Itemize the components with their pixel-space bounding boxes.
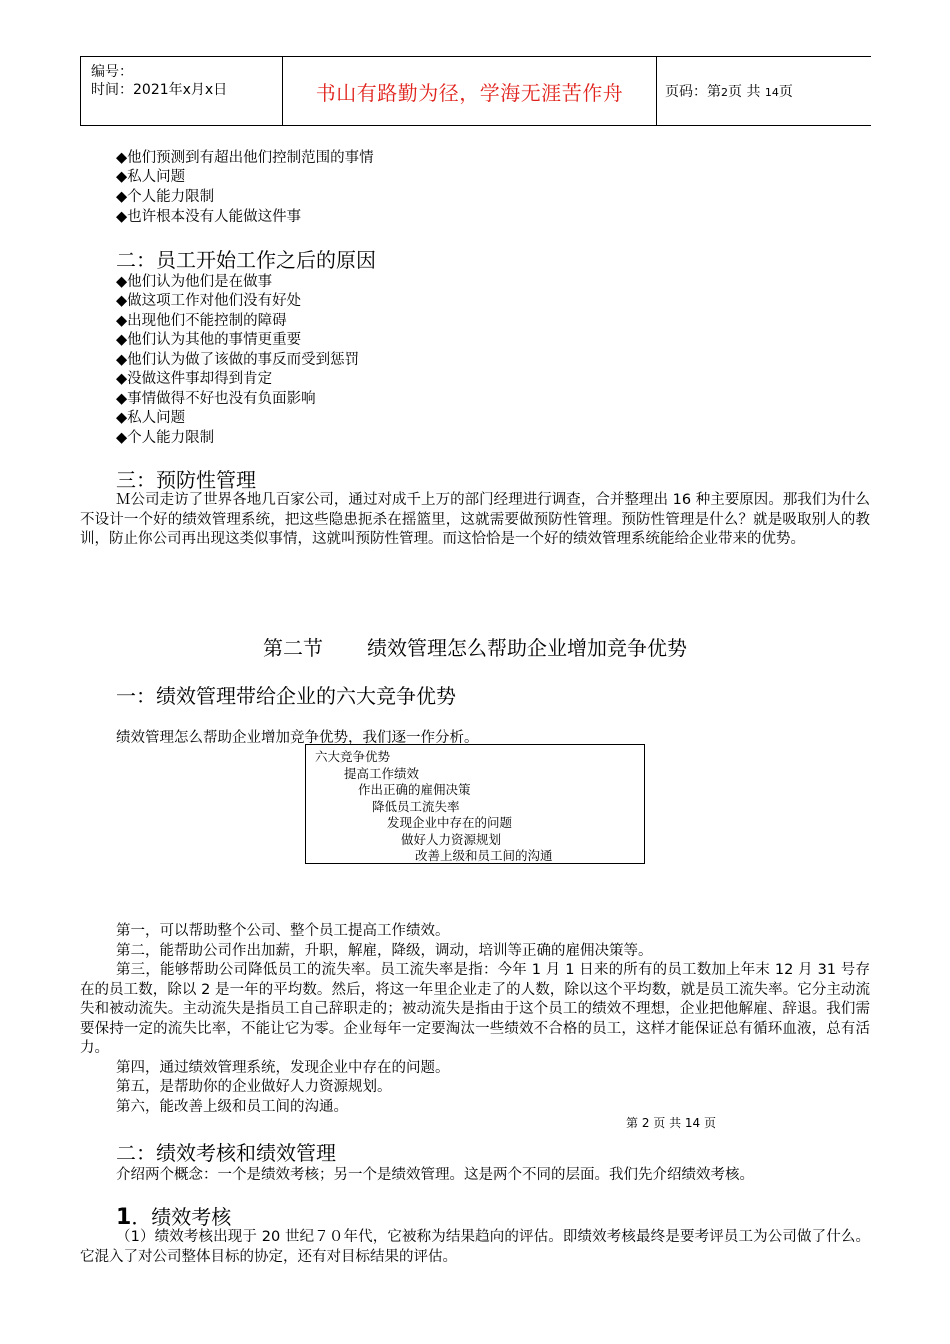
list-item: ◆也许根本没有人能做这件事 — [116, 209, 302, 225]
page-footer: 第 2 页 共 14 页 — [626, 1116, 716, 1130]
header-slogan-cell — [283, 57, 657, 125]
list-item: ◆他们认为其他的事情更重要 — [116, 332, 302, 348]
document-date: 时间：2021年x月x日 — [91, 82, 228, 98]
list-item: ◆私人问题 — [116, 169, 186, 185]
list-item: ◆个人能力限制 — [116, 430, 215, 446]
document-number: 编号： — [91, 64, 133, 80]
paragraph-preventive: Ｍ公司走访了世界各地几百家公司，通过对成千上万的部门经理进行调查，合并整理出 16 种主要原因。那我们为什么不设计一个好的绩效管理系统，把这些隐患扼杀在摇篮里，这就需要做预防性管理。预防性管理是什么？就是吸取别人的教训，防止你公司再出现这类似事情，这就叫预防性管理。而这恰恰是一个好的绩效管理系统能给企业带来的优势。 — [80, 492, 870, 547]
point-3: 第三，能够帮助公司降低员工的流失率。员工流失率是指：今年 1 月 1 日来的所有的员工数加上年末 12 月 31 号存在的员工数，除以 2 是一年的平均数。然后，将这一年里企业走了的人数，除以这个平均数，就是员工流失率。它分主动流失和被动流失。主动流失是指员工自己辞职走的；被动流失是指由于这个员工的绩效不理想，企业把他解雇、辞退。我们需要保持一定的流失比率，不能让它为零。企业每年一定要淘汰一些绩效不合格的员工，这样才能保证总有循环血液，总有活力。 — [80, 962, 870, 1056]
list-item: ◆做这项工作对他们没有好处 — [116, 293, 302, 309]
list-item: ◆个人能力限制 — [116, 189, 215, 205]
point-6: 第六，能改善上级和员工间的沟通。 — [116, 1098, 348, 1115]
list-item: ◆没做这件事却得到肯定 — [116, 371, 273, 387]
header-meta-cell — [81, 57, 283, 125]
section-title: 第二节 绩效管理怎么帮助企业增加竞争优势 — [263, 636, 687, 660]
heading-preventive: 三：预防性管理 — [116, 468, 256, 492]
point-1: 第一，可以帮助整个公司、整个员工提高工作绩效。 — [116, 923, 450, 939]
list-item: ◆出现他们不能控制的障碍 — [116, 313, 287, 329]
intro-text: 绩效管理怎么帮助企业增加竞争优势，我们逐一作分析。 — [116, 730, 479, 746]
diagram-item: 发现企业中存在的问题 — [387, 815, 513, 830]
diagram-item: 改善上级和员工间的沟通 — [415, 848, 553, 863]
list-item: ◆事情做得不好也没有负面影响 — [116, 391, 316, 407]
slogan: 书山有路勤为径，学海无涯苦作舟 — [315, 80, 624, 105]
page-indicator: 页码：第2页 共 14页 — [665, 84, 793, 100]
heading-after-work: 二：员工开始工作之后的原因 — [116, 248, 376, 272]
list-item: ◆他们预测到有超出他们控制范围的事情 — [116, 150, 374, 166]
heading-appraisal-vs-management: 二：绩效考核和绩效管理 — [116, 1141, 336, 1165]
list-item: ◆他们认为他们是在做事 — [116, 274, 273, 290]
list-item: ◆他们认为做了该做的事反而受到惩罚 — [116, 352, 360, 368]
diagram-item: 提高工作绩效 — [344, 766, 420, 781]
page-header — [80, 56, 871, 126]
diagram-item: 降低员工流失率 — [372, 799, 460, 814]
heading-appraisal: 1．绩效考核 — [116, 1205, 232, 1230]
heading-six-advantages: 一：绩效管理带给企业的六大竞争优势 — [116, 684, 456, 708]
advantages-detail — [80, 922, 870, 1117]
point-2: 第二，能帮助公司作出加薪，升职，解雇，降级，调动，培训等正确的雇佣决策等。 — [116, 942, 653, 959]
intro-concepts: 介绍两个概念：一个是绩效考核；另一个是绩效管理。这是两个不同的层面。我们先介绍绩效考核。 — [116, 1167, 754, 1183]
paragraph-appraisal: （1）绩效考核出现于 20 世纪７０年代，它被称为结果趋向的评估。即绩效考核最终是要考评员工为公司做了什么。它混入了对公司整体目标的协定，还有对目标结果的评估。 — [80, 1229, 870, 1265]
list-item: ◆私人问题 — [116, 410, 186, 426]
point-5: 第五，是帮助你的企业做好人力资源规划。 — [116, 1079, 392, 1095]
point-4: 第四，通过绩效管理系统，发现企业中存在的问题。 — [116, 1059, 450, 1076]
diagram-item: 作出正确的雇佣决策 — [358, 782, 471, 797]
diagram-item: 六大竞争优势 — [315, 749, 391, 764]
diagram-item: 做好人力资源规划 — [401, 832, 502, 847]
advantages-diagram — [305, 744, 645, 864]
header-page-cell — [657, 57, 871, 125]
